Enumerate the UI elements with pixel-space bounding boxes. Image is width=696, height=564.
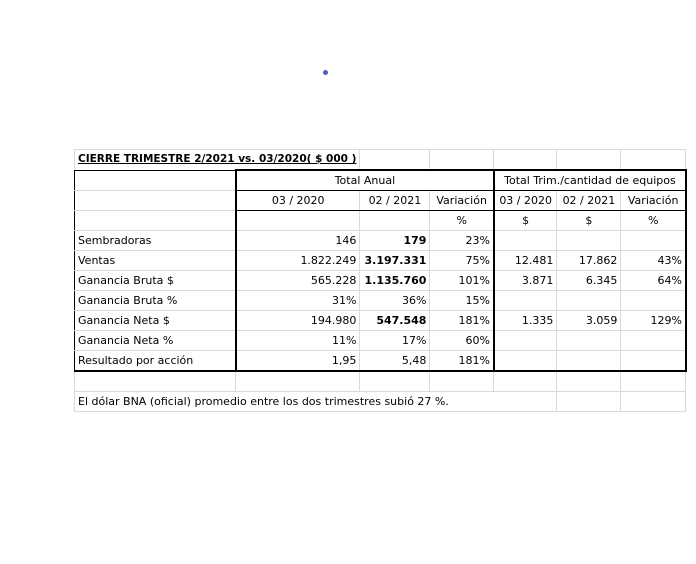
title-row <box>75 150 686 171</box>
unit-label: $ <box>557 211 621 231</box>
group-header-row <box>75 170 686 191</box>
unit-label: $ <box>494 211 557 231</box>
col-header: Variación <box>430 191 494 211</box>
row-label: Resultado por acción <box>75 351 236 372</box>
table-row: Ganancia Bruta $ 565.228 1.135.760 101% 3.871 6.345 64% <box>75 271 686 291</box>
row-label: Ganancia Neta $ <box>75 311 236 331</box>
note-row <box>75 392 686 412</box>
unit-label: % <box>430 211 494 231</box>
table-row: Sembradoras 146 179 23% <box>75 231 686 251</box>
col-header: 02 / 2021 <box>557 191 621 211</box>
table-row: Ganancia Neta $ 194.980 547.548 181% 1.335 3.059 129% <box>75 311 686 331</box>
table-row: Ganancia Bruta % 31% 36% 15% <box>75 291 686 311</box>
col-header: 03 / 2020 <box>494 191 557 211</box>
unit-label: % <box>621 211 686 231</box>
units-row <box>75 211 686 231</box>
col-header: 03 / 2020 <box>236 191 360 211</box>
results-table <box>74 149 687 412</box>
footnote: El dólar BNA (oficial) promedio entre los dos trimestres subió 27 %. <box>75 392 557 412</box>
col-header: Variación <box>621 191 686 211</box>
row-label: Sembradoras <box>75 231 236 251</box>
table-row: Ganancia Neta % 11% 17% 60% <box>75 331 686 351</box>
row-label: Ganancia Neta % <box>75 331 236 351</box>
table-row: Ventas 1.822.249 3.197.331 75% 12.481 17.862 43% <box>75 251 686 271</box>
row-label: Ganancia Bruta $ <box>75 271 236 291</box>
empty-row <box>75 371 686 392</box>
group-annual: Total Anual <box>236 170 494 191</box>
table-title: CIERRE TRIMESTRE 2/2021 vs. 03/2020( $ 000 ) <box>75 150 360 171</box>
blue-dot-marker <box>323 70 328 75</box>
column-header-row <box>75 191 686 211</box>
col-header: 02 / 2021 <box>360 191 430 211</box>
table-row: Resultado por acción 1,95 5,48 181% <box>75 351 686 372</box>
row-label: Ganancia Bruta % <box>75 291 236 311</box>
row-label: Ventas <box>75 251 236 271</box>
group-quarterly: Total Trim./cantidad de equipos <box>494 170 686 191</box>
